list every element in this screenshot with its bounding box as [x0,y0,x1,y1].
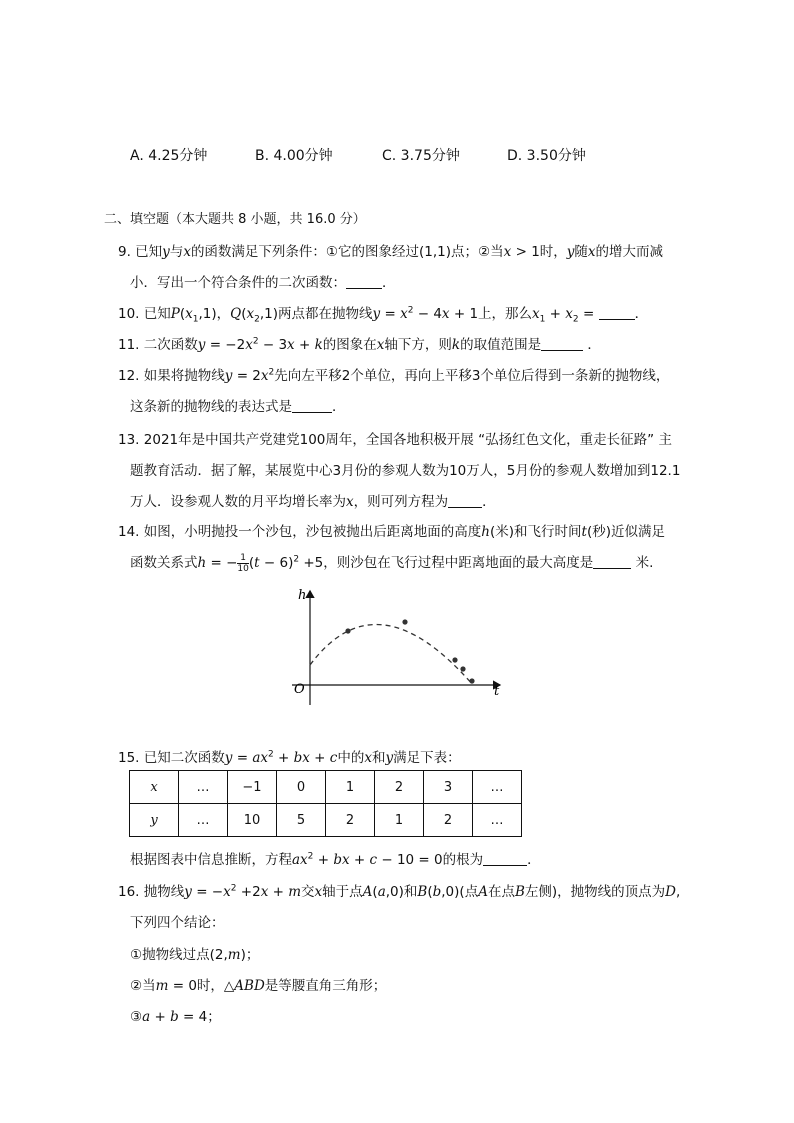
question-15: 15. 已知二次函数$y = ax^2$ + bx + c中的x和y满足下表： [118,749,461,766]
question-12-line-2: 这条新的抛物线的表达式是 ． [130,399,346,415]
table-cell: 1 [326,771,375,804]
table-cell: −1 [228,771,277,804]
option-a: A. 4.25分钟 [130,148,208,164]
question-16-line-1: 16. 抛物线$y = -x^2 +2x + m$交x轴于点A(a,0)和B(b,0)(点A在点B左侧)，抛物线的顶点为D, [118,883,681,900]
point [345,628,350,633]
question-10: 10. 已知$P(x_1,1)$，$Q(x_2,1)$两点都在抛物线$y = x^2 - 4x + 1$上，那么$x_1 + x_2$ = ． [118,305,649,325]
table-row [130,771,522,804]
point [402,619,407,624]
table-cell: 10 [228,804,277,837]
answer-blank [599,306,635,320]
answer-blank [541,337,583,351]
table-row [130,804,522,837]
trajectory-curve [310,625,473,686]
projectile-figure [280,585,510,710]
option-c: C. 3.75分钟 [382,148,460,164]
question-16-line-2: 下列四个结论： [130,915,225,931]
table-cell: 5 [277,804,326,837]
question-15-follow-up: 根据图表中信息推断，方程$ax^2$ + bx + c − 10 = 0的根为 ． [130,851,541,868]
question-9-line-2: 小．写出一个符合条件的二次函数： ． [130,275,396,291]
table-cell: … [473,771,522,804]
point [452,657,457,662]
answer-blank [448,494,482,508]
table-cell: 0 [277,771,326,804]
point [469,678,474,683]
option-b: B. 4.00分钟 [255,148,333,164]
answer-blank [593,555,631,569]
table-cell: 3 [424,771,473,804]
table-header: x [130,771,179,804]
question-11: 11. 二次函数$y = -2x^2 - 3x + k$的图象在x轴下方，则k的取值范围是 ． [118,336,601,353]
table-cell: 2 [375,771,424,804]
table-cell: … [179,804,228,837]
question-13-line-3: 万人．设参观人数的月平均增长率为x，则可列方程为 ． [130,494,496,510]
section-heading: 二、填空题（本大题共 8 小题，共 16.0 分） [104,212,366,227]
table-cell: 1 [375,804,424,837]
question-12-line-1: 12. 如果将抛物线$y = 2x^2$先向左平移2个单位，再向上平移3个单位后得到一条新的抛物线， [118,367,670,384]
conclusion-2: ②当m = 0时，△ABD是等腰直角三角形； [130,978,387,994]
conclusion-1: ①抛物线过点(2,m)； [130,947,260,963]
value-table [129,770,522,837]
point [460,666,465,671]
option-d: D. 3.50分钟 [507,148,586,164]
y-axis-label: h [298,588,307,603]
fraction: $\frac{1}{10}$ [237,552,249,574]
conclusion-3: ③a + b = 4； [130,1009,221,1025]
answer-blank [346,275,382,289]
question-13-line-1: 13. 2021年是中国共产党建党100周年，全国各地积极开展 “弘扬红色文化，重走长征路” 主 [118,432,672,448]
question-9-line-1: 9. 已知y与x的函数满足下列条件：①它的图象经过(1,1)点；②当x > 1时，y随x的增大而减 [118,244,664,260]
answer-blank [292,399,332,413]
table-cell: … [179,771,228,804]
origin-label: O [294,682,305,697]
answer-blank [483,852,527,866]
table-header: y [130,804,179,837]
x-axis-label: t [494,684,500,699]
table-cell: … [473,804,522,837]
question-13-line-2: 题教育活动．据了解，某展览中心3月份的参观人数为10万人，5月份的参观人数增加到12.1 [130,463,681,479]
question-14-line-2: 函数关系式h = − $\frac{1}{10}$ $(t - 6)^2 +5$，则沙包在飞行过程中距离地面的最大高度是 米. [130,552,654,574]
table-cell: 2 [326,804,375,837]
table-cell: 2 [424,804,473,837]
question-14-line-1: 14. 如图，小明抛投一个沙包，沙包被抛出后距离地面的高度h(米)和飞行时间t(秒)近似满足 [118,524,665,540]
